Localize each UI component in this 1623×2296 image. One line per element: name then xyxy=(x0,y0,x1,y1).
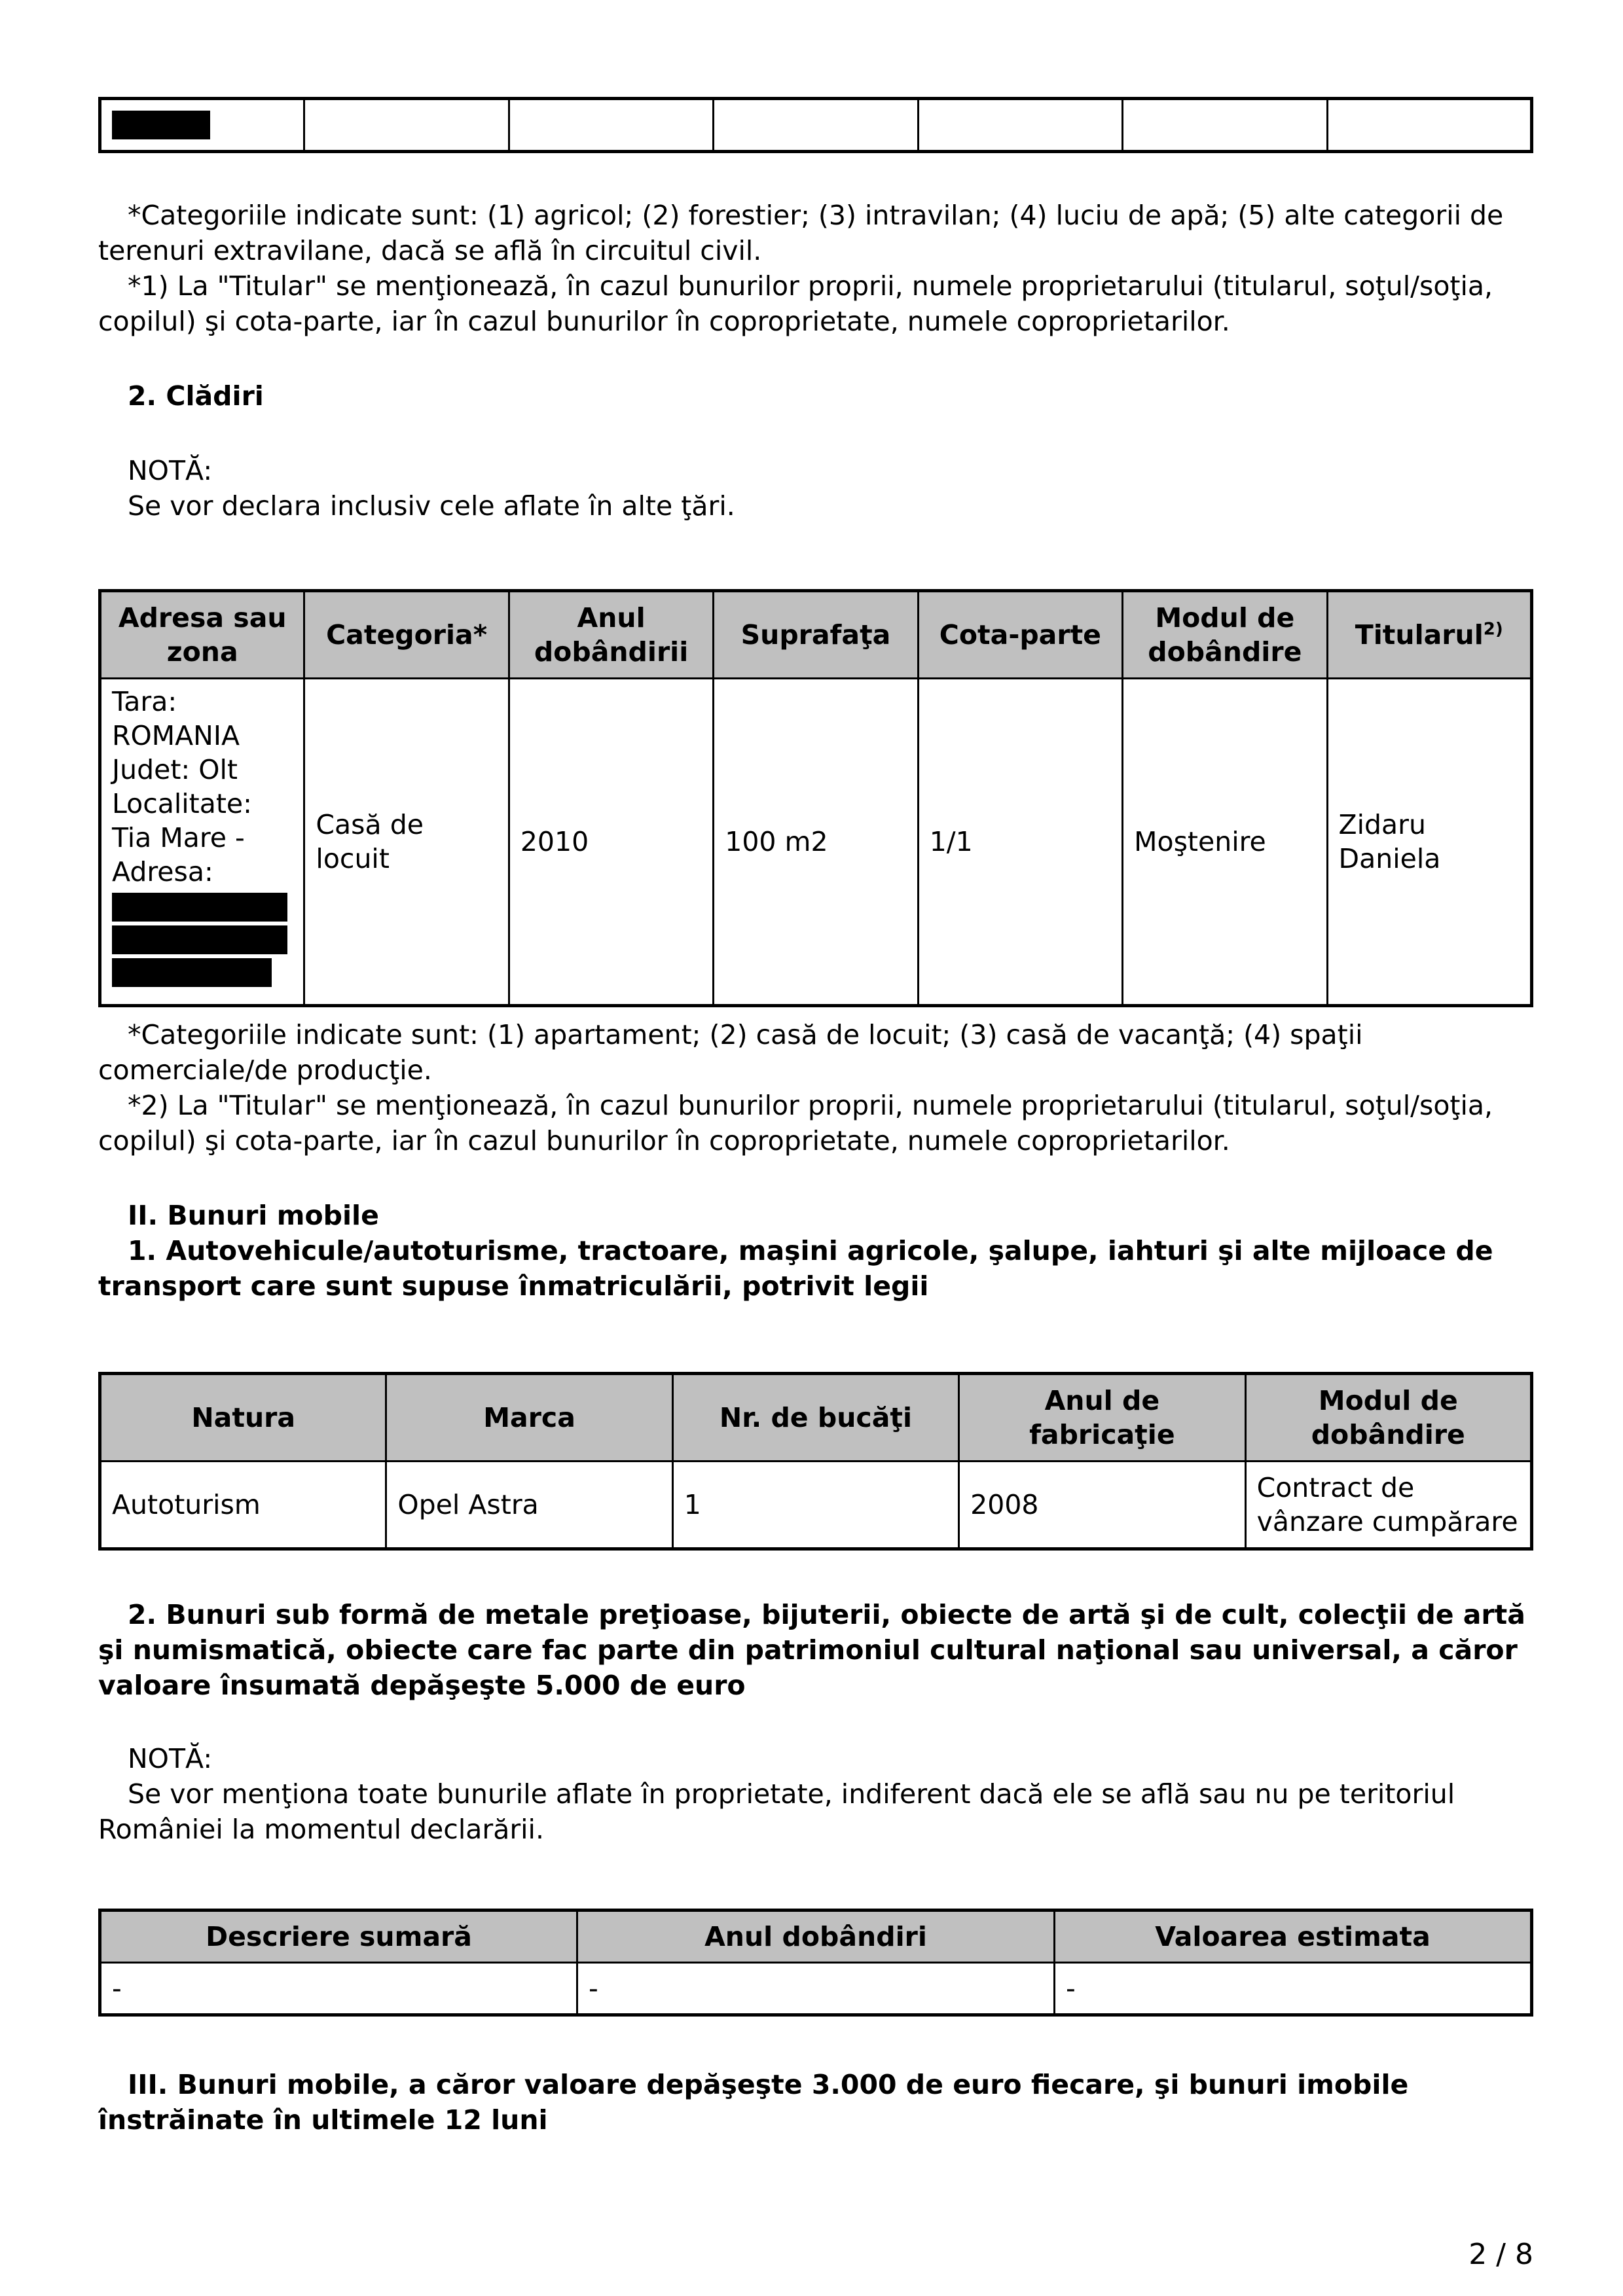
acquisition-year-cell: - xyxy=(577,1963,1055,2015)
buildings-heading: 2. Clădiri xyxy=(128,380,264,412)
share-cell: 1/1 xyxy=(918,679,1122,1006)
table-row xyxy=(100,679,1532,1006)
note-label: NOTĂ: xyxy=(128,1743,213,1774)
movables-section xyxy=(98,1198,1533,1304)
col-header-mode: Modul de dobândire xyxy=(1123,591,1327,679)
nature-cell: Autoturism xyxy=(100,1462,386,1549)
col-header-brand: Marca xyxy=(386,1374,672,1462)
land-table-remnant xyxy=(98,97,1533,153)
col-header-estimated-value: Valoarea estimata xyxy=(1055,1910,1532,1963)
redaction-bar xyxy=(112,893,287,922)
col-header-acquisition-mode: Modul de dobândire xyxy=(1245,1374,1531,1462)
vehicles-table xyxy=(98,1372,1533,1551)
section3-heading: III. Bunuri mobile, a căror valoare depăşeşte 3.000 de euro fiecare, şi bunuri imobile înstrăinate în ultimele 12 luni xyxy=(98,2069,1409,2136)
redacted-cell xyxy=(100,99,304,152)
valuables-section xyxy=(98,1597,1533,1703)
note-text: Se vor menţiona toate bunurile aflate în proprietate, indiferent dacă ele se află sau nu pe teritoriul României la momentul declarării. xyxy=(98,1778,1455,1845)
table-row xyxy=(100,99,1532,152)
col-header-acquisition-year: Anul dobândiri xyxy=(577,1910,1055,1963)
mode-cell: Moştenire xyxy=(1123,679,1327,1006)
owner-header-footnote-ref: 2) xyxy=(1483,619,1503,639)
buildings-note xyxy=(98,453,1533,524)
land-footnote-titular: *1) La "Titular" se menţionează, în cazul bunurilor proprii, numele proprietarului (titularul, soţul/soţia, copilul) şi cota-parte, iar în cazul bunurilor în coproprietate, numele coproprietarilor. xyxy=(98,270,1493,337)
address-line: Tara: ROMANIA xyxy=(112,686,240,751)
col-header-category: Categoria* xyxy=(304,591,509,679)
description-cell: - xyxy=(100,1963,577,2015)
col-header-owner xyxy=(1327,591,1531,679)
valuables-note xyxy=(98,1741,1533,1847)
valuables-table xyxy=(98,1909,1533,2017)
address-cell xyxy=(100,679,304,1006)
buildings-footnote-titular: *2) La "Titular" se menţionează, în cazul bunurilor proprii, numele proprietarului (titularul, soţul/soţia, copilul) şi cota-parte, iar în cazul bunurilor în coproprietate, numele coproprietarilor. xyxy=(98,1090,1493,1157)
brand-cell: Opel Astra xyxy=(386,1462,672,1549)
section3 xyxy=(98,2067,1533,2138)
table-header-row xyxy=(100,1910,1532,1963)
col-header-share: Cota-parte xyxy=(918,591,1122,679)
table-header-row xyxy=(100,1374,1532,1462)
land-footnotes xyxy=(98,198,1533,339)
buildings-table xyxy=(98,589,1533,1007)
col-header-nature: Natura xyxy=(100,1374,386,1462)
address-line: Localitate: Tia Mare - xyxy=(112,788,252,853)
redaction-bar xyxy=(112,958,272,987)
table-row xyxy=(100,1963,1532,2015)
col-header-count: Nr. de bucăţi xyxy=(672,1374,958,1462)
page-number: 2 / 8 xyxy=(1468,2238,1533,2271)
col-header-area: Suprafaţa xyxy=(714,591,918,679)
col-header-address: Adresa sau zona xyxy=(100,591,304,679)
buildings-footnotes xyxy=(98,1017,1533,1158)
buildings-section xyxy=(98,378,1533,414)
vehicles-heading: 1. Autovehicule/autoturisme, tractoare, maşini agricole, şalupe, iahturi şi alte mijloace de transport care sunt supuse înmatriculării, potrivit legii xyxy=(98,1235,1493,1302)
owner-cell: Zidaru Daniela xyxy=(1327,679,1531,1006)
redaction-bar xyxy=(112,111,210,139)
land-footnote-categories: *Categoriile indicate sunt: (1) agricol; (2) forestier; (3) intravilan; (4) luciu de apă; (5) alte categorii de terenuri extravilane, dacă se află în circuitul civil. xyxy=(98,200,1504,266)
address-line: Judet: Olt xyxy=(112,754,238,785)
owner-header-label: Titularul xyxy=(1355,619,1484,651)
redaction-bar xyxy=(112,925,287,954)
area-cell: 100 m2 xyxy=(714,679,918,1006)
col-header-description: Descriere sumară xyxy=(100,1910,577,1963)
buildings-footnote-categories: *Categoriile indicate sunt: (1) apartament; (2) casă de locuit; (3) casă de vacanţă; (4) spaţii comerciale/de producţie. xyxy=(98,1019,1363,1086)
note-text: Se vor declara inclusiv cele aflate în alte ţări. xyxy=(128,490,735,522)
year-cell: 2010 xyxy=(509,679,713,1006)
address-line: Adresa: xyxy=(112,856,213,888)
col-header-manufacture-year: Anul de fabricaţie xyxy=(959,1374,1245,1462)
table-header-row xyxy=(100,591,1532,679)
count-cell: 1 xyxy=(672,1462,958,1549)
note-label: NOTĂ: xyxy=(128,455,213,486)
estimated-value-cell: - xyxy=(1055,1963,1532,2015)
acquisition-mode-cell: Contract de vânzare cumpărare xyxy=(1245,1462,1531,1549)
movables-heading: II. Bunuri mobile xyxy=(128,1200,379,1231)
document-page xyxy=(98,0,1533,2296)
manufacture-year-cell: 2008 xyxy=(959,1462,1245,1549)
category-cell: Casă de locuit xyxy=(304,679,509,1006)
table-row xyxy=(100,1462,1532,1549)
valuables-heading: 2. Bunuri sub formă de metale preţioase, bijuterii, obiecte de artă şi de cult, colecţii de artă şi numismatică, obiecte care fac parte din patrimoniul cultural naţional sau universal, a căror valoare însumată depăşeşte 5.000 de euro xyxy=(98,1599,1525,1701)
col-header-year: Anul dobândirii xyxy=(509,591,713,679)
